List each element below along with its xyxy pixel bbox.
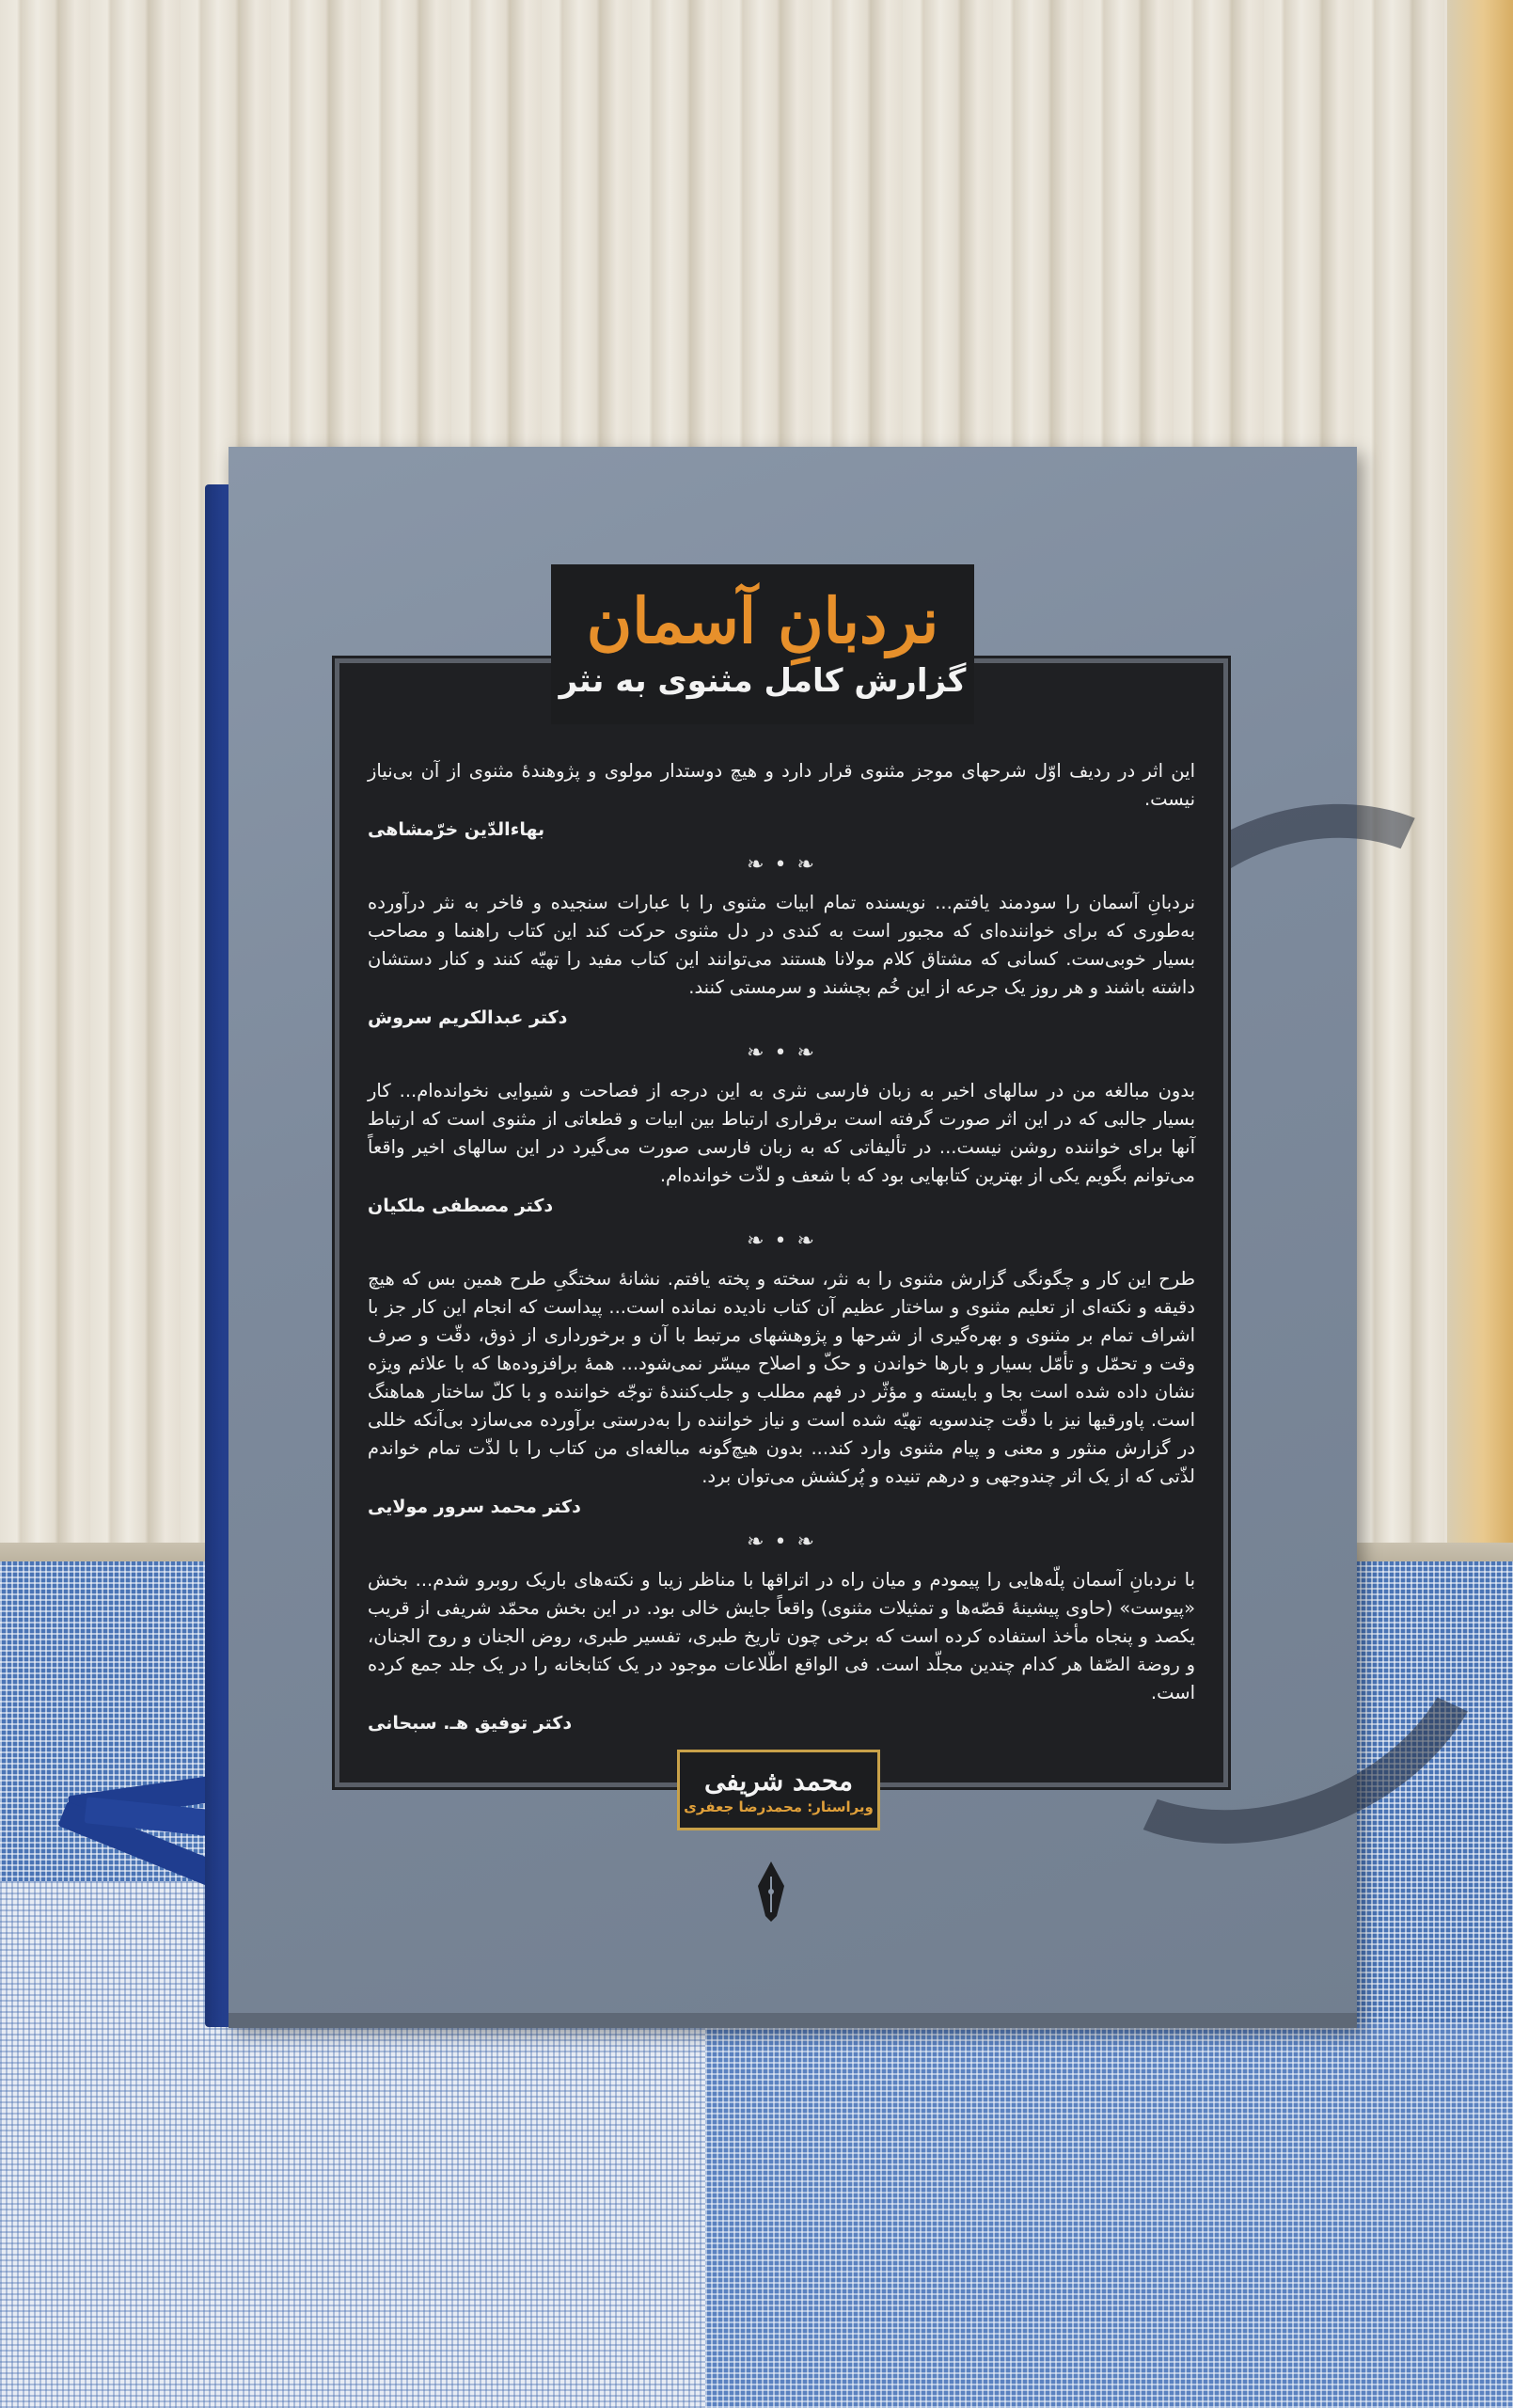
author-name: محمد شریفی bbox=[704, 1765, 853, 1797]
ornament-divider: ❧ • ❧ bbox=[747, 1530, 816, 1554]
review-quote: نردبانِ آسمان را سودمند یافتم... نویسنده تمام ابیات مثنوی را با عبارات سنجیده و فاخر به نثر درآورده به‌طوری که برای خواننده‌ای که مجبور است به کندی در دل مثنوی حرکت کند این کتاب راهنما و مصاحب بسیار خوبی‌ست. کسانی که مشتاق کلام مولانا هستند می‌توانند این کتاب مفید را تهیّه کنند و کنار دستشان داشته باشند و هر روز یک جرعه از این خُم بچشند و سرمستی کنند. bbox=[368, 892, 1195, 998]
editor-credit: ویراستار: محمدرضا جعفری bbox=[684, 1798, 874, 1815]
ornament-divider: ❧ • ❧ bbox=[747, 1229, 816, 1253]
review-signature: دکتر عبدالکریم سروش bbox=[368, 1007, 568, 1028]
title-band bbox=[551, 564, 974, 724]
author-label bbox=[677, 1750, 880, 1830]
ornament-divider: ❧ • ❧ bbox=[747, 853, 816, 877]
book-subtitle: گزارش کامل مثنوی به نثر bbox=[559, 661, 967, 700]
review-quote: این اثر در ردیف اوّل شرحهای موجز مثنوی قرار دارد و هیچ دوستدار مولوی و پژوهندهٔ مثنوی از آن بی‌نیاز نیست. bbox=[368, 760, 1195, 810]
review-signature: بهاءالدّین خرّمشاهی bbox=[368, 819, 545, 840]
review-signature: دکتر مصطفی ملکیان bbox=[368, 1196, 554, 1216]
wall-edge bbox=[1447, 0, 1513, 1561]
review-quote: بدون مبالغه من در سالهای اخیر به زبان فارسی نثری به این درجه از فصاحت و شیوایی نخوانده‌ام... کار بسیار جالبی که در این اثر صورت گرفته است برقراری ارتباط بین ابیات و قطعاتی از مثنوی است که ارتباط آنها برای خواننده روشن نیست... در تألیفاتی که به زبان فارسی صورت می‌گیرد در این سالهای اخیر واقعاً می‌توانم بگویم یکی از بهترین کتابهایی بود که با شعف و لذّت خوانده‌ام. bbox=[368, 1080, 1195, 1186]
review-panel bbox=[335, 658, 1228, 1787]
book-title: نردبانِ آسمان bbox=[586, 584, 939, 658]
review-quote: طرح این کار و چگونگی گزارش مثنوی را به نثر، سخته و پخته یافتم. نشانهٔ سختگیِ طرح همین بس که هیچ دقیقه و نکته‌ای از تعلیم مثنوی و ساختار عظیم آن کتاب نادیده نمانده است... پیداست که انجام این کار جز با اشراف تمام بر مثنوی و بهره‌گیری از شرحها و پژوهشهای مرتبط با آن و برخورداری از ذوق، دقّت و صرف وقت و تحمّل و تأمّل بسیار و بارها خواندن و حکّ و اصلاح میسّر نمی‌شود... همهٔ برافزوده‌ها که با علائم ویژه نشان داده شده است بجا و بایسته و مؤثّر در فهم مطلب و جلب‌کنندهٔ توجّه خواننده و با کلّ ساختار هماهنگ است. پاورقیها نیز با دقّت چندسویه تهیّه شده است و نیاز خواننده را به‌درستی برآورده می‌سازد بی‌آنکه خللی در گزارش منثور و معنی و پیام مثنوی وارد کند... بدون هیچ‌گونه مبالغه‌ای من کتاب را با لذّت تمام خواندم لذّتی که از یک اثر چندوجهی و درهم تنیده و پُرکشش می‌توان برد. bbox=[368, 1268, 1195, 1487]
cover-bottom-edge bbox=[229, 2013, 1357, 2028]
tablecloth-blue-square bbox=[705, 2022, 1513, 2408]
review-quote: با نردبانِ آسمان پلّه‌هایی را پیمودم و میان راه در اتراقها با مناظر زیبا و نکته‌های باریک روبرو شدم... بخش «پیوست» (حاوی پیشینهٔ قصّه‌ها و تمثیلات مثنوی) واقعاً جایش خالی بود. در این بخش محمّد شریفی از قریب یکصد و پنجاه مأخذ استفاده کرده است که برخی چون تاریخ طبری، تفسیر طبری، روض الجنان و روح الجنان، و روضة الصّفا هر کدام چندین مجلّد است. فی الواقع اطّلاعات موجود در یک کتابخانه را در یک جلد جمع کرده است. bbox=[368, 1569, 1195, 1703]
review-text bbox=[368, 757, 1195, 1754]
review-signature: دکتر توفیق هـ. سبحانی bbox=[368, 1713, 573, 1734]
review-signature: دکتر محمد سرور مولایی bbox=[368, 1497, 581, 1517]
publisher-pen-logo bbox=[743, 1858, 799, 1924]
ornament-divider: ❧ • ❧ bbox=[747, 1041, 816, 1065]
